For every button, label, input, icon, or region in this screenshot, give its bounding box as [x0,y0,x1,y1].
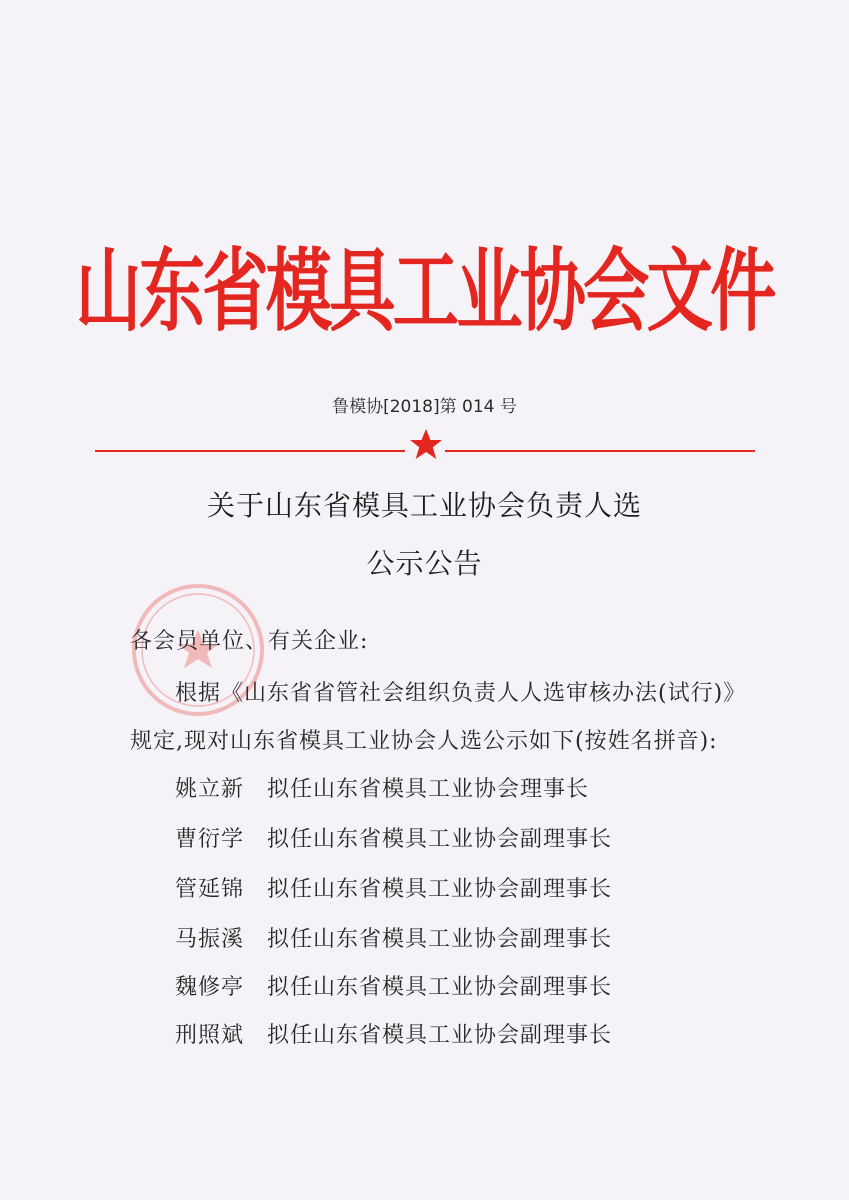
candidate-position: 拟任山东省模具工业协会理事长 [267,777,590,802]
candidate-row [175,970,612,1001]
candidate-row [175,1018,612,1049]
document-number: 鲁模协[2018]第 014 号 [332,397,517,417]
candidate-row [175,822,612,853]
candidate-row [175,772,589,803]
candidate-name: 刑照斌 [175,1023,245,1048]
candidate-name: 马振溪 [175,927,245,952]
candidate-position: 拟任山东省模具工业协会副理事长 [267,975,613,1000]
candidate-name: 姚立新 [175,777,245,802]
paragraph-line1: 根据《山东省省管社会组织负责人人选审核办法(试行)》 [175,681,747,706]
red-divider-right [445,450,755,452]
paragraph-line2: 规定,现对山东省模具工业协会人选公示如下(按姓名拼音): [130,729,718,754]
notice-title-line1: 关于山东省模具工业协会负责人选 [206,489,642,522]
red-star-icon [408,427,444,463]
candidate-position: 拟任山东省模具工业协会副理事长 [267,877,613,902]
candidate-position: 拟任山东省模具工业协会副理事长 [267,1023,613,1048]
candidate-row [175,872,612,903]
candidate-position: 拟任山东省模具工业协会副理事长 [267,927,613,952]
notice-title-line2: 公示公告 [366,547,483,580]
candidate-row [175,922,612,953]
greeting: 各会员单位、有关企业: [130,629,369,654]
org-masthead: 山东省模具工业协会文件 [75,236,774,343]
red-divider-left [95,450,405,452]
candidate-name: 曹衍学 [175,827,245,852]
candidate-name: 管延锦 [175,877,245,902]
bleed-through-text [200,110,720,162]
candidate-position: 拟任山东省模具工业协会副理事长 [267,827,613,852]
candidate-name: 魏修亭 [175,975,245,1000]
